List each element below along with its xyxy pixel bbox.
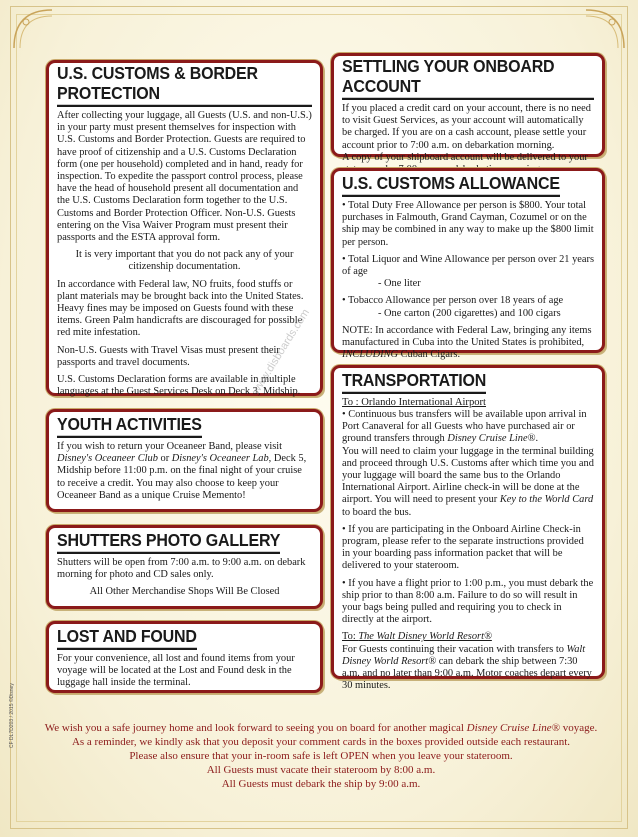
- customs-paragraph: U.S. Customs Declaration forms are available in multiple languages at the Guest Services Desk on Deck 3, Midship.: [57, 374, 301, 398]
- shutters-paragraph: Shutters will be open from 7:00 a.m. to 9:00 a.m. on debark morning for photo and CD sales only.: [57, 557, 306, 581]
- shutters-notice: All Other Merchandise Shops Will Be Closed: [89, 586, 280, 598]
- section-title: U.S. CUSTOMS & BORDER PROTECTION: [57, 64, 312, 107]
- allowance-duty-free: • Total Duty Free Allowance per person is $800. Your total purchases in Falmouth, Grand Cayman, Cozumel or on the ship may be combined in any way to make up the $800 limit per person.: [342, 200, 594, 248]
- allowance-note: NOTE: In accordance with Federal Law, bringing any items manufactured in Cuba into the United States is prohibited, INCLUDING Cuban Cigars.: [342, 324, 592, 361]
- footer-message: [34, 721, 608, 791]
- document-code: CF DL7D203 / 2015 ©Disney: [9, 683, 15, 748]
- allowance-liquor-amount: - One liter: [378, 278, 421, 290]
- customs-paragraph: After collecting your luggage, all Guests (U.S. and non-U.S.) in your party must present themselves for inspection with U.S. Customs and Border Protection. Guests are required to have proof of citizenship and a U.S. Customs Declaration form (one per household) completed and in hand, ready for inspection. To expedite the passport control process, please have the head of household present all documentation and the U.S. Customs Declaration form together to the U.S. Customs and Border Protection Officer. Non-U.S. Guests entering on the Visa Waiver Program must present their passports and the ESTA approval form.: [57, 110, 312, 244]
- resort-heading: To: The Walt Disney World Resort®: [342, 631, 492, 643]
- section-title: LOST AND FOUND: [57, 628, 197, 650]
- section-title: TRANSPORTATION: [342, 372, 486, 394]
- settling-paragraph: A copy of your shipboard account will be delivered to your: [342, 151, 588, 163]
- corner-ornament-icon: [12, 8, 56, 52]
- transport-paragraph: For Guests continuing their vacation with transfers to Walt Disney World Resort® can debark the ship between 7:30 a.m. and no later than 9:00 a.m. Motor coaches depart every 30 minutes.: [342, 643, 592, 692]
- shutters-photo-gallery-section: [46, 525, 323, 609]
- allowance-tobacco-amount: - One carton (200 cigarettes) and 100 cigars: [378, 307, 561, 319]
- transportation-section: [331, 365, 605, 692]
- section-title: U.S. CUSTOMS ALLOWANCE: [342, 175, 560, 197]
- section-title: SHUTTERS PHOTO GALLERY: [57, 532, 280, 554]
- watermark: www.disboards.com: [250, 307, 313, 397]
- customs-allowance-section: [331, 168, 605, 361]
- lostfound-paragraph: For your convenience, all lost and found items from your voyage will be located at the Lost and Found desk in the luggage hall inside the terminal.: [57, 653, 295, 689]
- transport-paragraph: • Continuous bus transfers will be available upon arrival in Port Canaveral for all Guests who have purchased air or ground transfers through Disney Cruise Line®.: [342, 409, 587, 445]
- footer-line: We wish you a safe journey home and look forward to seeing you on board for another magical Disney Cruise Line® voyage.: [44, 722, 598, 734]
- allowance-tobacco: • Tobacco Allowance per person over 18 years of age: [342, 295, 564, 307]
- section-title: SETTLING YOUR ONBOARD ACCOUNT: [342, 57, 594, 100]
- emphasis: INCLUDING: [342, 349, 399, 361]
- transport-paragraph: • If you are participating in the Onboard Airline Check-in program, please refer to the separate instructions provided in your boarding pass information packet that will be delivered to your stateroom.: [342, 523, 584, 572]
- footer-line: Please also ensure that your in-room safe is left OPEN when you leave your stateroom.: [129, 750, 513, 762]
- customs-paragraph: It is very important that you do not pack any of your citizenship documentation.: [75, 249, 294, 273]
- customs-paragraph: Non-U.S. Guests with Travel Visas must present their passports and travel documents.: [57, 344, 280, 368]
- corner-ornament-icon: [582, 8, 626, 52]
- footer-line: As a reminder, we kindly ask that you deposit your comment cards in the boxes provided outside each restaurant.: [71, 736, 571, 748]
- lost-and-found-section: [46, 621, 323, 693]
- settling-paragraph: If you placed a credit card on your account, there is no need to visit Guest Services, as your account will automatically be charged. If you are on a cash account, please settle your account prior to 7:00 a.m. on debarkation morning.: [342, 103, 591, 151]
- footer-line: All Guests must debark the ship by 9:00 a.m.: [221, 778, 421, 790]
- airport-heading: To : Orlando International Airport: [342, 397, 487, 408]
- settling-account-section: [331, 53, 605, 163]
- allowance-liquor: • Total Liquor and Wine Allowance per person over 21 years of age: [342, 253, 594, 278]
- footer-line: All Guests must vacate their stateroom by 8:00 a.m.: [206, 764, 436, 776]
- transport-paragraph: You will need to claim your luggage in the terminal building and proceed through U.S. Customs after which time you and your luggage will board the same bus to the Orlando International Airport. Airline check-in will be done at the airport. You will need to present your Key to the World Card to board the bus.: [342, 445, 594, 518]
- section-title: YOUTH ACTIVITIES: [57, 416, 202, 438]
- youth-activities-section: [46, 409, 323, 512]
- youth-paragraph: If you wish to return your Oceaneer Band, please visit Disney's Oceaneer Club or Disney's Oceaneer Lab, Deck 5, Midship before 11:00 p.m. on the final night of your cruise to receive a credit. You may also choose to keep your Oceaneer Band as a unique Cruise Memento!: [57, 441, 307, 501]
- transport-paragraph: • If you have a flight prior to 1:00 p.m., you must debark the ship prior to than 8:00 a.m. Failure to do so will result in your bags being pulled and requiring you to check in directly at the airport.: [342, 577, 594, 626]
- customs-paragraph: In accordance with Federal law, NO fruits, food stuffs or plant materials may be brought back into the United States. Heavy fines may be imposed on Guests found with these items. Green Palm handicrafts are discouraged for possible red mite infestation.: [57, 278, 304, 339]
